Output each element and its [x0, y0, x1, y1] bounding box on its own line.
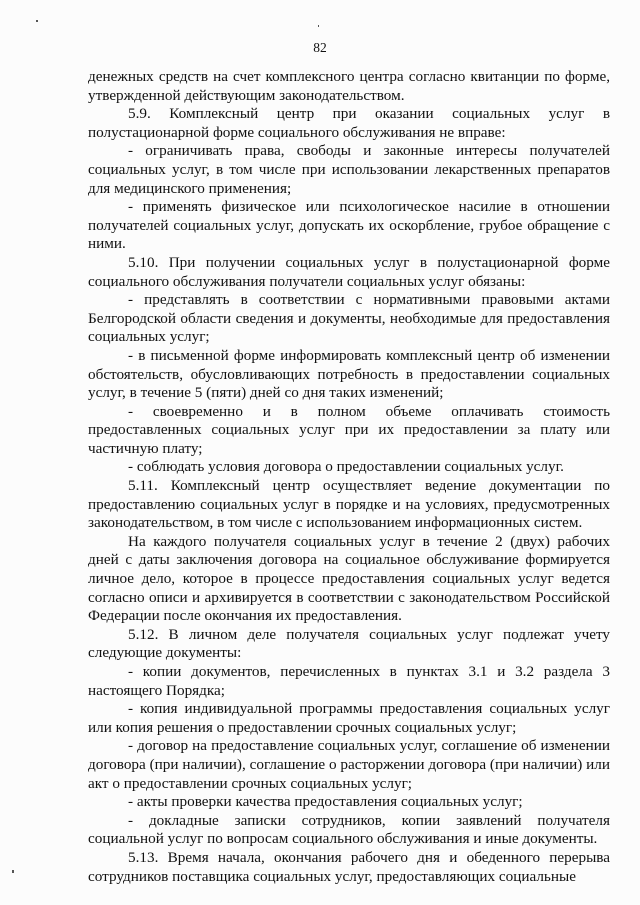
- paragraph: 5.12. В личном деле получателя социальных услуг подлежат учету следующие документы:: [88, 625, 610, 662]
- scan-speck: [318, 25, 319, 27]
- paragraph: 5.9. Комплексный центр при оказании социальных услуг в полустационарной форме социального обслуживания не вправе:: [88, 105, 610, 141]
- paragraph: - докладные записки сотрудников, копии заявлений получателя социальной услуг по вопросам социального обслуживания и иные документы.: [88, 811, 610, 848]
- page-number: 82: [313, 40, 327, 55]
- paragraph: - ограничивать права, свободы и законные интересы получателей социальных услуг, в том числе при использовании лекарственных препаратов для медицинского применения;: [88, 142, 610, 197]
- paragraph: На каждого получателя социальных услуг в течение 2 (двух) рабочих дней с даты заключения договора на социальное обслуживание формируется личное дело, которое в процессе предоставления социальных услуг ведется согласно описи и архивируется в соответствии с законодательством Российской Федерации после окончания их предоставления.: [88, 532, 610, 625]
- paragraph: - копии документов, перечисленных в пунктах 3.1 и 3.2 раздела 3 настоящего Порядка;: [88, 663, 610, 699]
- paragraph: - представлять в соответствии с нормативными правовыми актами Белгородской области сведения и документы, необходимые для предоставления социальных услуг;: [88, 291, 610, 346]
- scan-speck: [12, 870, 14, 873]
- paragraph: - в письменной форме информировать комплексный центр об изменении обстоятельств, обусловливающих потребность в предоставлении социальных услуг, в течение 5 (пяти) дней со дня таких изменений;: [88, 346, 610, 402]
- document-body: [88, 68, 610, 886]
- paragraph: - копия индивидуальной программы предоставления социальных услуг или копия решения о предоставлении срочных социальных услуг;: [88, 700, 610, 736]
- paragraph: 5.13. Время начала, окончания рабочего дня и обеденного перерыва сотрудников поставщика социальных услуг, предоставляющих социальные: [88, 848, 610, 885]
- paragraph: - своевременно и в полном объеме оплачивать стоимость предоставленных социальных услуг при их предоставлении за плату или частичную плату;: [88, 402, 610, 457]
- paragraph: - договор на предоставление социальных услуг, соглашение об изменении договора (при наличии), соглашение о расторжении договора (при наличии) или акт о предоставлении срочных социальных услуг;: [88, 737, 610, 792]
- paragraph: 5.11. Комплексный центр осуществляет ведение документации по предоставлению социальных услуг в порядке и на условиях, предусмотренных законодательством, в том числе с использованием информационных систем.: [88, 477, 610, 532]
- paragraph: 5.10. При получении социальных услуг в полустационарной форме социального обслуживания получатели социальных услуг обязаны:: [88, 253, 610, 290]
- paragraph: - соблюдать условия договора о предоставлении социальных услуг.: [128, 458, 564, 476]
- scan-speck: [36, 20, 38, 22]
- paragraph: - применять физическое или психологическое насилие в отношении получателей социальных услуг, допускать их оскорбление, грубое обращение с ними.: [88, 198, 610, 253]
- paragraph: денежных средств на счет комплексного центра согласно квитанции по форме, утвержденной действующим законодательством.: [88, 68, 610, 104]
- paragraph: - акты проверки качества предоставления социальных услуг;: [128, 793, 523, 811]
